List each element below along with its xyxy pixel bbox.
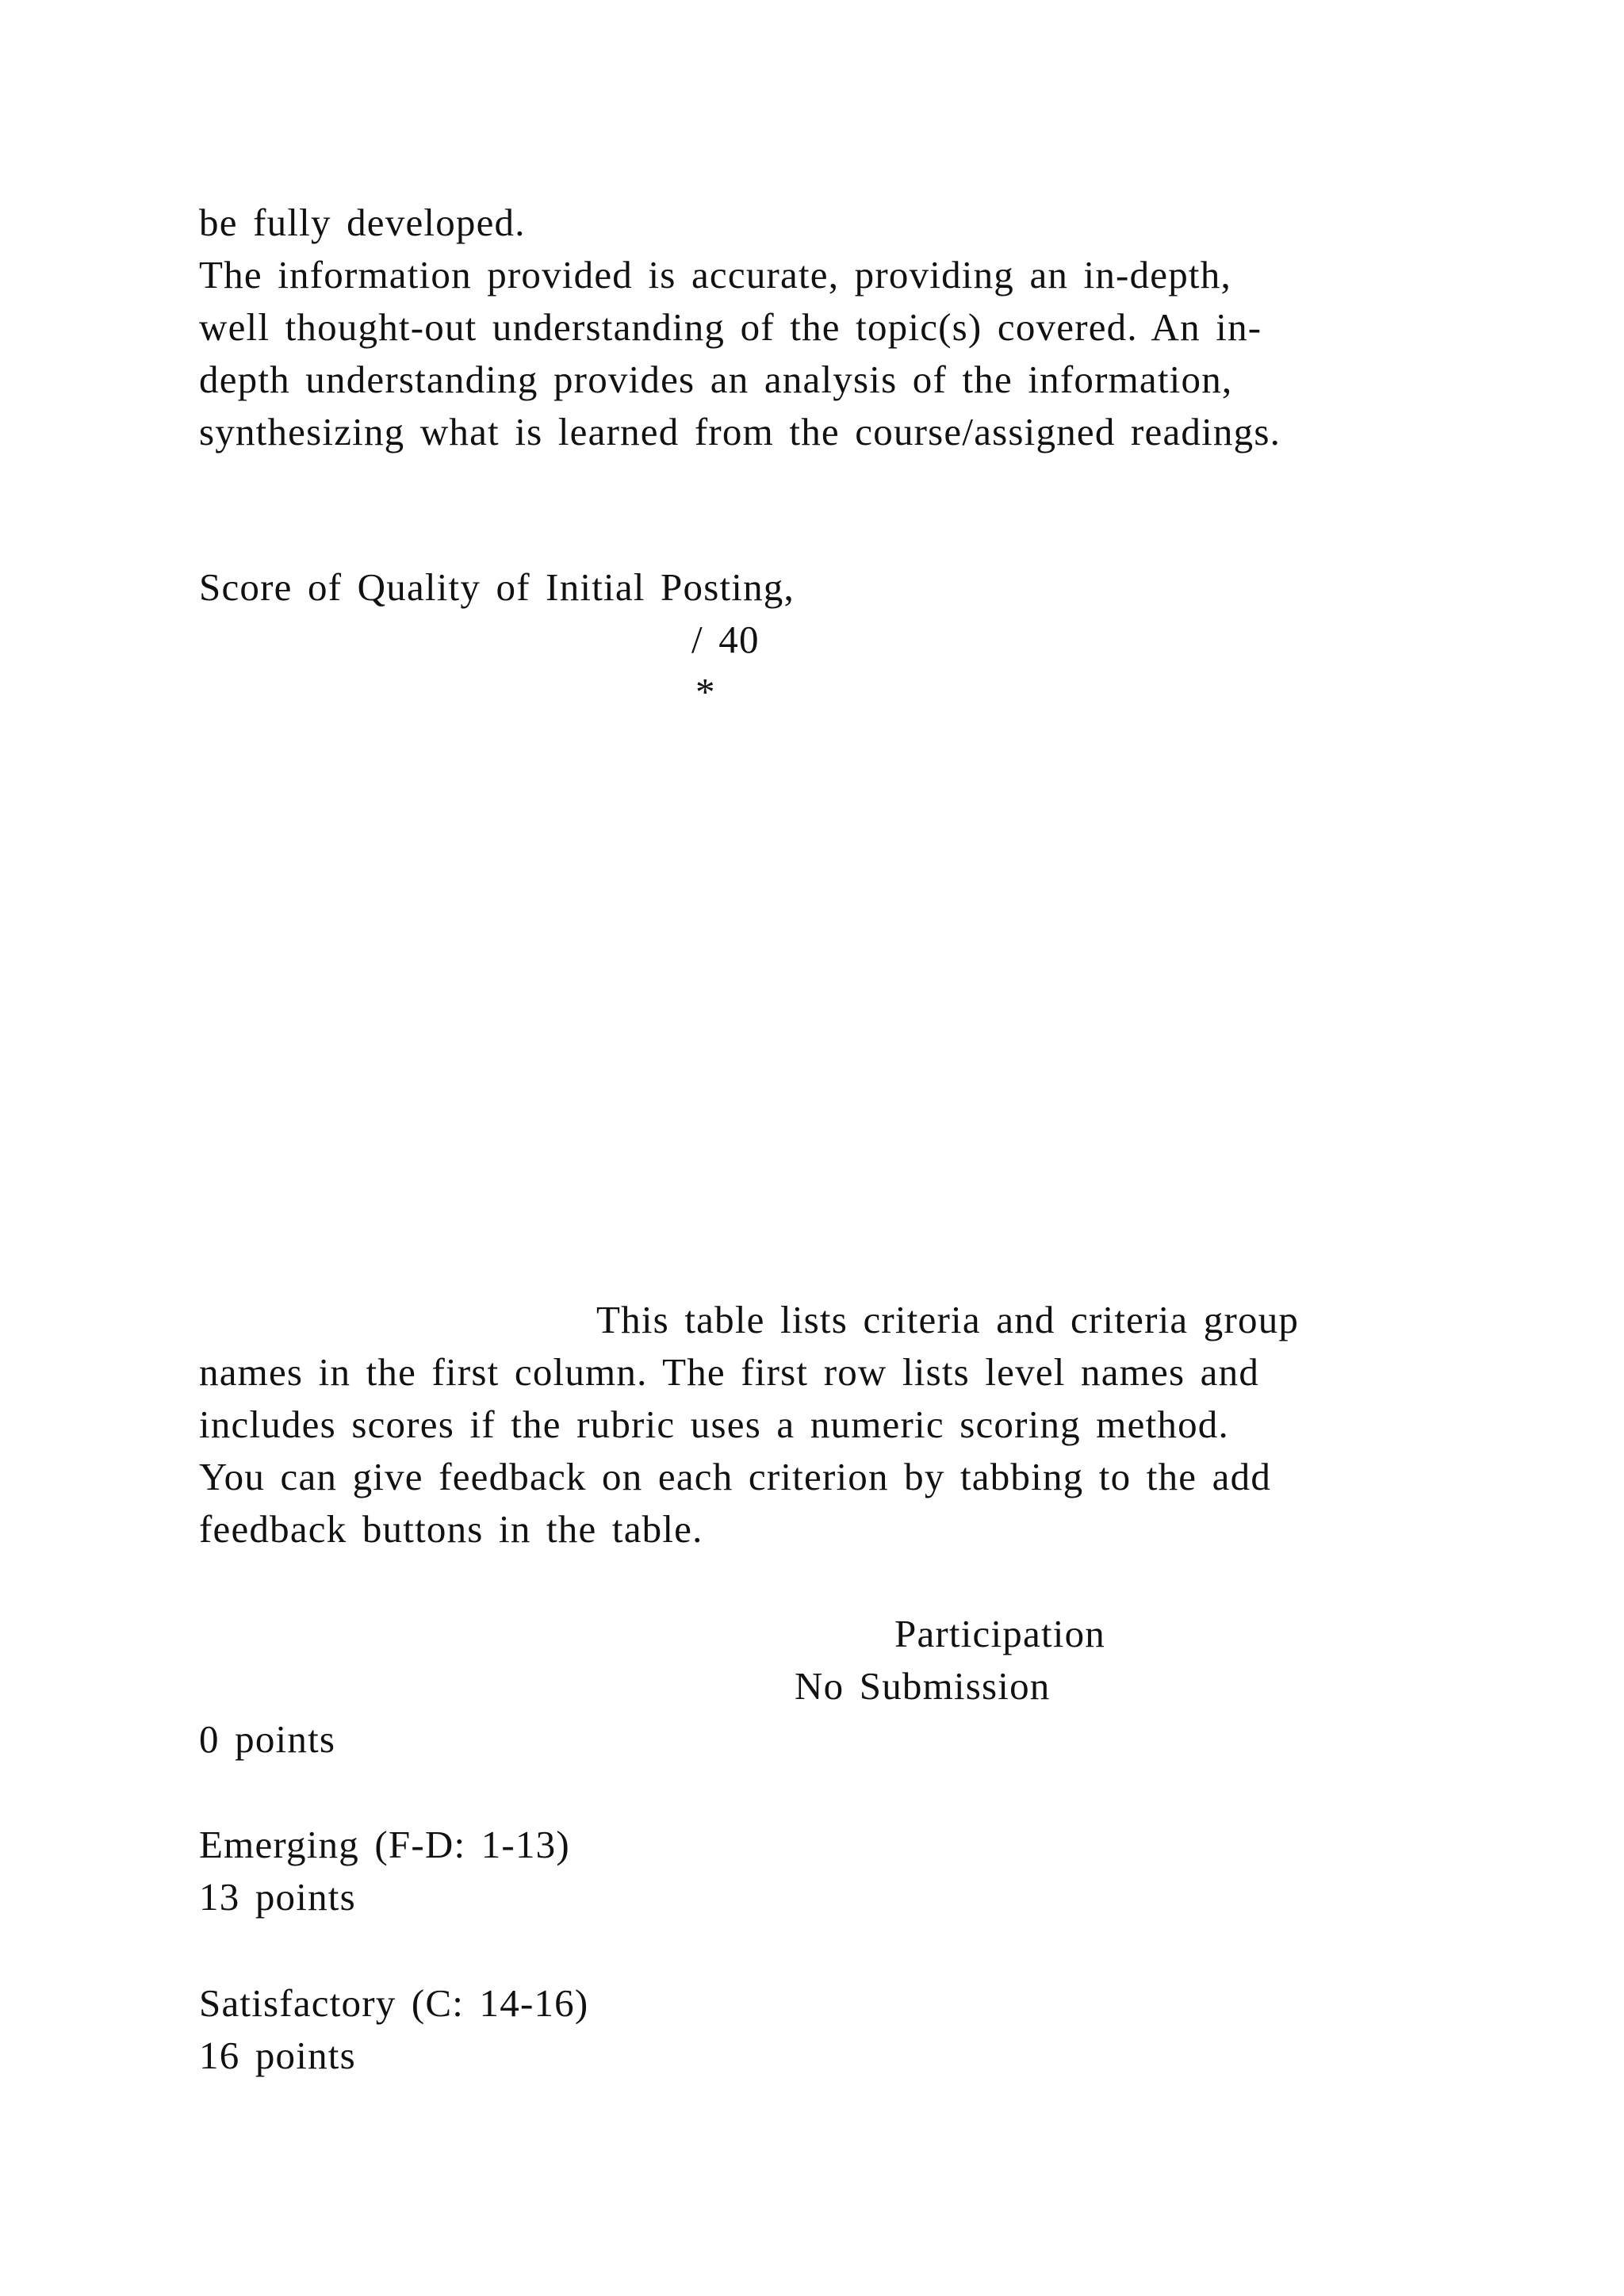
description-line: depth understanding provides an analysis of the information,: [199, 358, 1233, 401]
rubric-level-name: Emerging (F-D: 1-13): [199, 1823, 570, 1866]
table-intro-line: This table lists criteria and criteria group: [596, 1298, 1300, 1341]
rubric-level-points: 0 points: [199, 1717, 336, 1761]
rubric-level-name: Satisfactory (C: 14-16): [199, 1981, 589, 2025]
rubric-criterion-name: Participation: [894, 1612, 1105, 1655]
rubric-level-name: No Submission: [795, 1664, 1051, 1708]
score-label: Score of Quality of Initial Posting,: [199, 565, 795, 609]
rubric-level-points: 13 points: [199, 1875, 356, 1919]
table-intro-line: includes scores if the rubric uses a numeric scoring method.: [199, 1402, 1229, 1446]
description-line: well thought-out understanding of the topic(s) covered. An in-: [199, 305, 1262, 349]
description-line: synthesizing what is learned from the course/assigned readings.: [199, 410, 1281, 453]
table-intro-line: feedback buttons in the table.: [199, 1507, 703, 1551]
table-intro-line: You can give feedback on each criterion by tabbing to the add: [199, 1455, 1272, 1498]
description-line: be fully developed.: [199, 201, 526, 244]
description-line: The information provided is accurate, providing an in-depth,: [199, 253, 1231, 297]
required-marker: *: [695, 670, 716, 714]
table-intro-line: names in the first column. The first row lists level names and: [199, 1350, 1260, 1394]
rubric-level-points: 16 points: [199, 2034, 356, 2077]
score-value[interactable]: / 40: [691, 618, 760, 661]
